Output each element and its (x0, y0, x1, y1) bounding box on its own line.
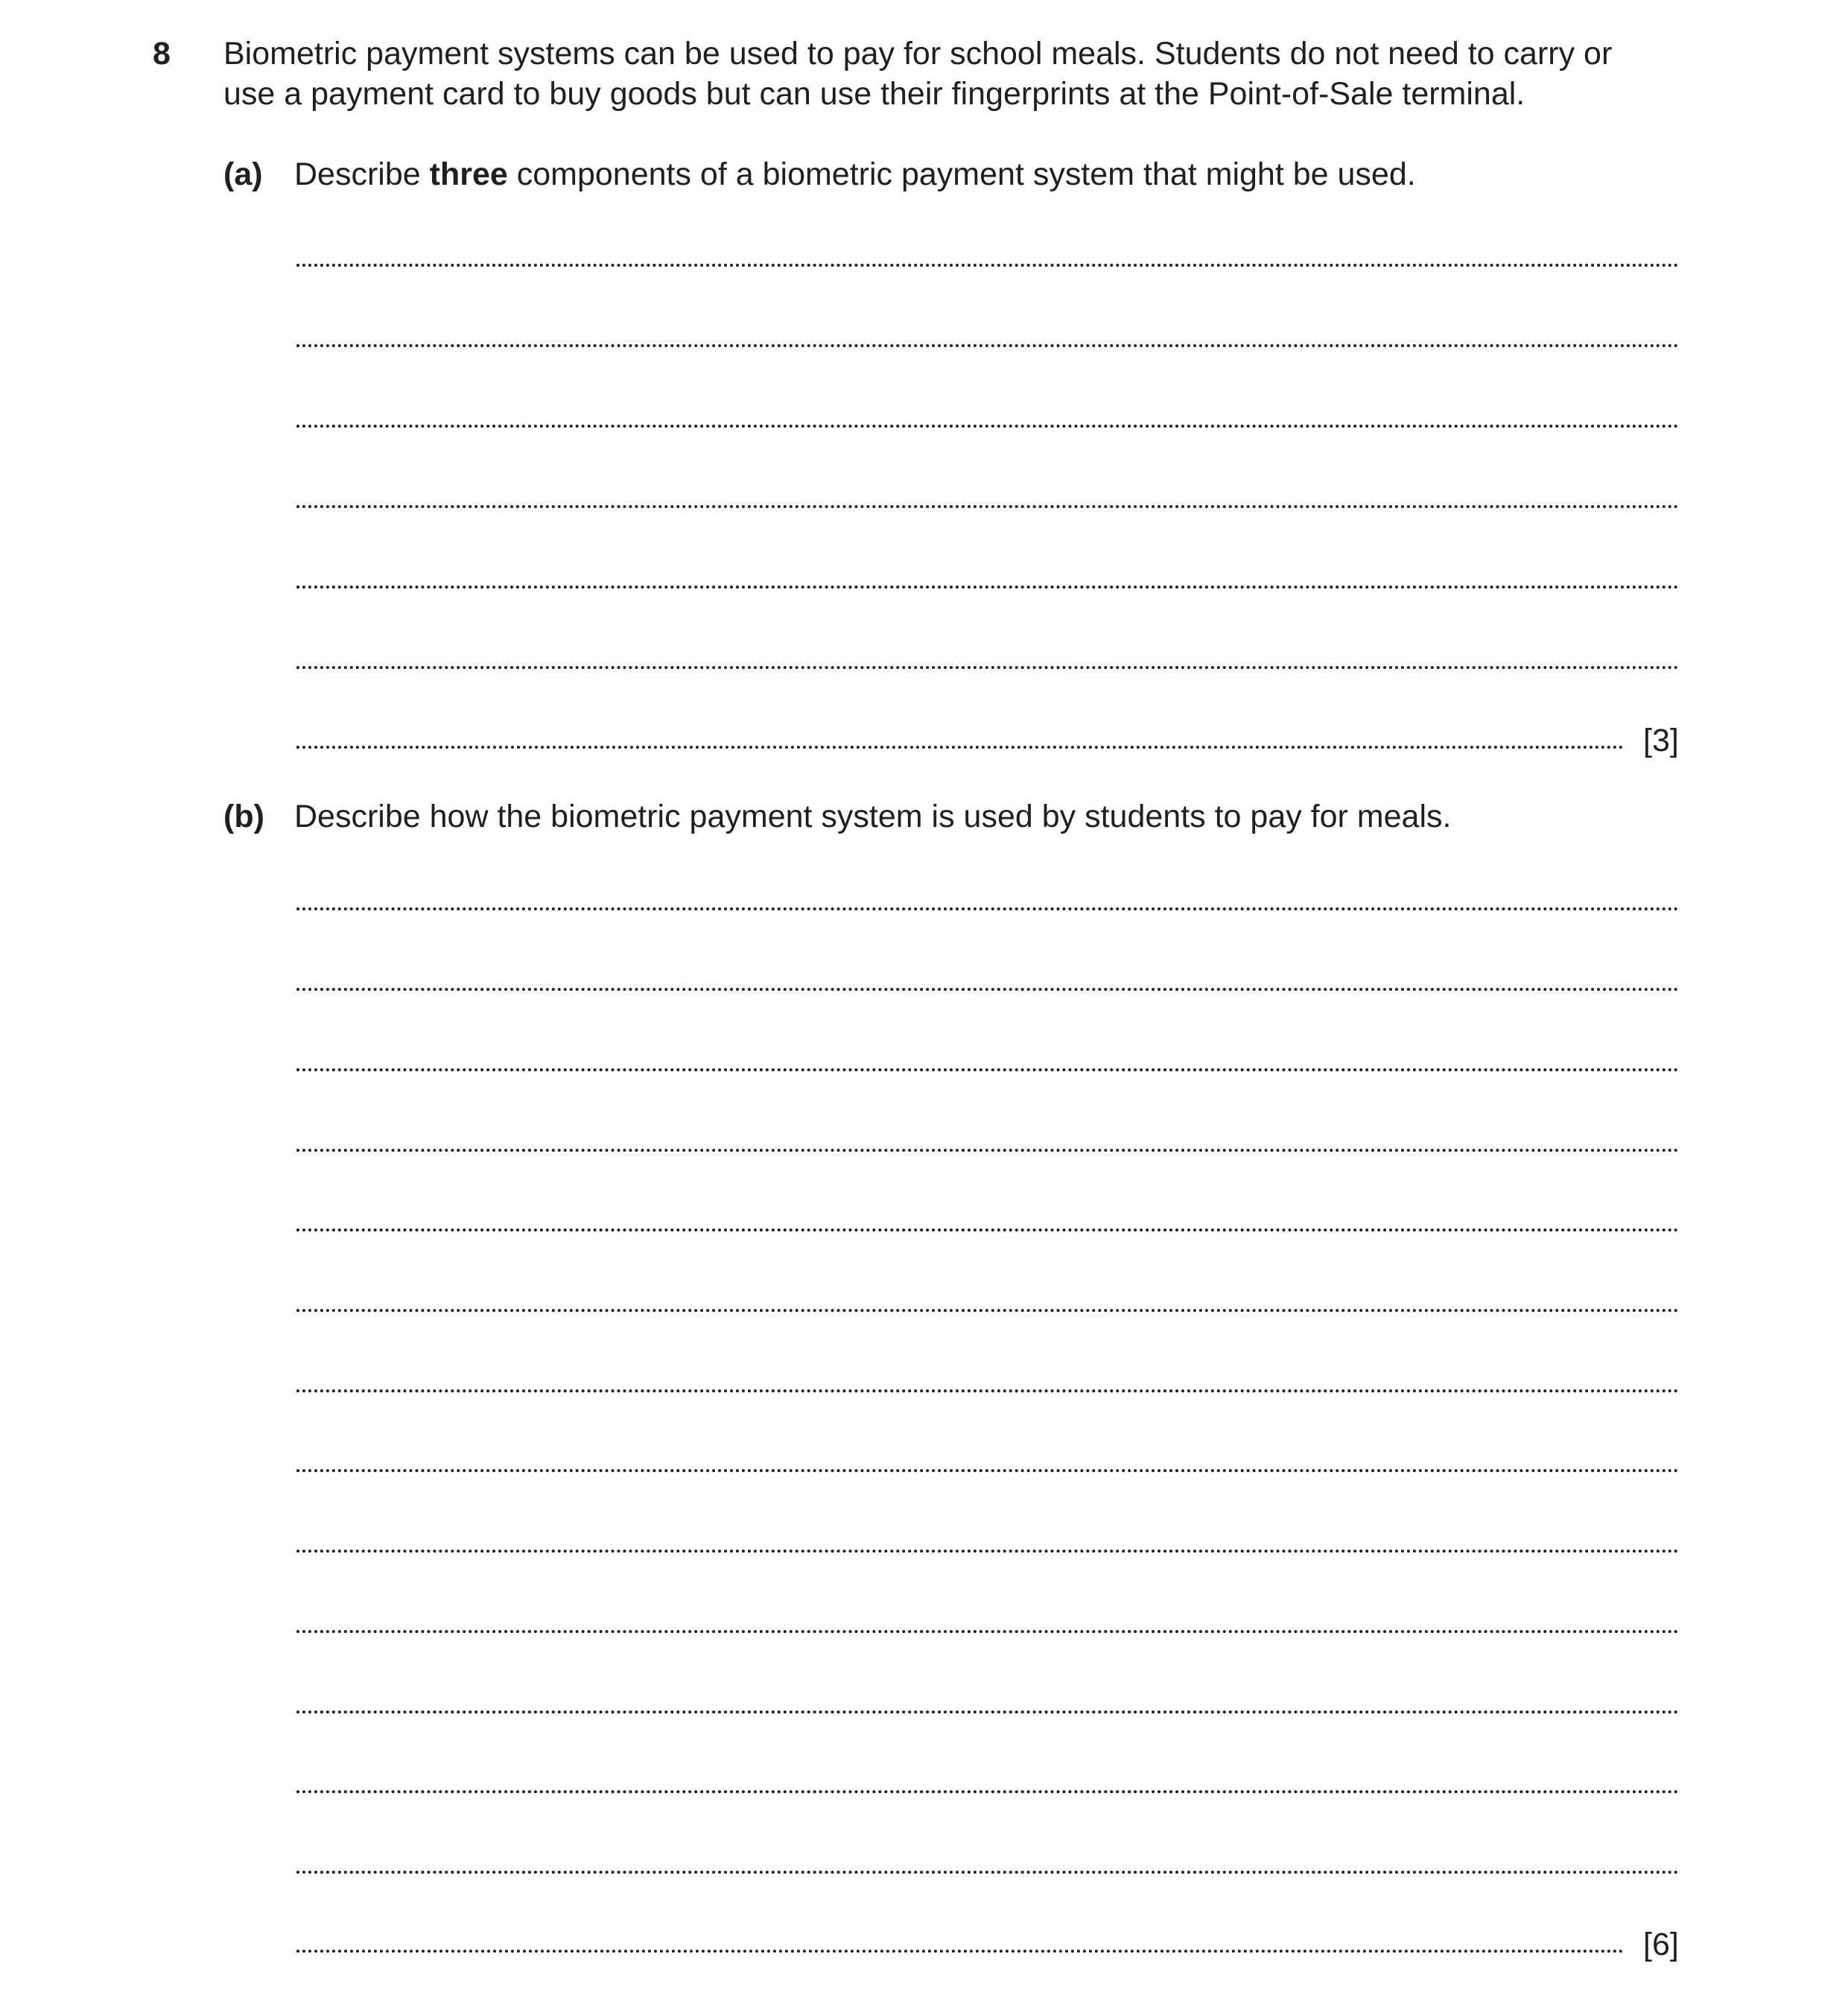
part-a-answer-line[interactable] (296, 505, 1679, 508)
part-a-prompt-start: Describe (294, 156, 430, 192)
part-b-answer-line[interactable] (296, 1550, 1679, 1553)
part-b-answer-line[interactable] (296, 1309, 1679, 1312)
question-number: 8 (153, 36, 171, 72)
part-b-label: (b) (223, 799, 264, 834)
question-stem-line-2: use a payment card to buy goods but can use their fingerprints at the Point-of-Sale terminal. (223, 76, 1525, 112)
part-b-prompt: Describe how the biometric payment system is used by students to pay for meals. (294, 799, 1452, 834)
part-a-marks: [3] (1643, 723, 1679, 758)
question-stem (223, 34, 1698, 114)
part-b-answer-line[interactable] (296, 1871, 1679, 1874)
part-a-answer-line[interactable] (296, 586, 1679, 589)
part-b-answer-line[interactable] (296, 1469, 1679, 1472)
part-a-answer-line[interactable] (296, 746, 1624, 749)
part-b-answer-line[interactable] (296, 1149, 1679, 1152)
part-b-answer-line[interactable] (296, 1389, 1679, 1392)
question-stem-line-1: Biometric payment systems can be used to pay for school meals. Students do not need to carry or (223, 36, 1613, 72)
part-a-prompt-end: components of a biometric payment system that might be used. (507, 156, 1416, 192)
part-a-answer-line[interactable] (296, 264, 1679, 267)
part-a-answer-line[interactable] (296, 344, 1679, 347)
part-a-prompt (294, 154, 1416, 194)
part-b-answer-line[interactable] (296, 1711, 1679, 1714)
part-a-label: (a) (223, 156, 263, 192)
part-b-answer-line[interactable] (296, 1790, 1679, 1793)
part-b-answer-line[interactable] (296, 907, 1679, 910)
part-b-marks: [6] (1643, 1927, 1679, 1962)
part-b-answer-line[interactable] (296, 1950, 1624, 1953)
part-a-answer-line[interactable] (296, 425, 1679, 428)
part-b-answer-line[interactable] (296, 988, 1679, 991)
part-b-answer-line[interactable] (296, 1630, 1679, 1633)
part-a-prompt-emphasis: three (429, 156, 508, 192)
part-b-answer-line[interactable] (296, 1068, 1679, 1071)
part-a-answer-line[interactable] (296, 666, 1679, 669)
part-b-answer-line[interactable] (296, 1229, 1679, 1231)
